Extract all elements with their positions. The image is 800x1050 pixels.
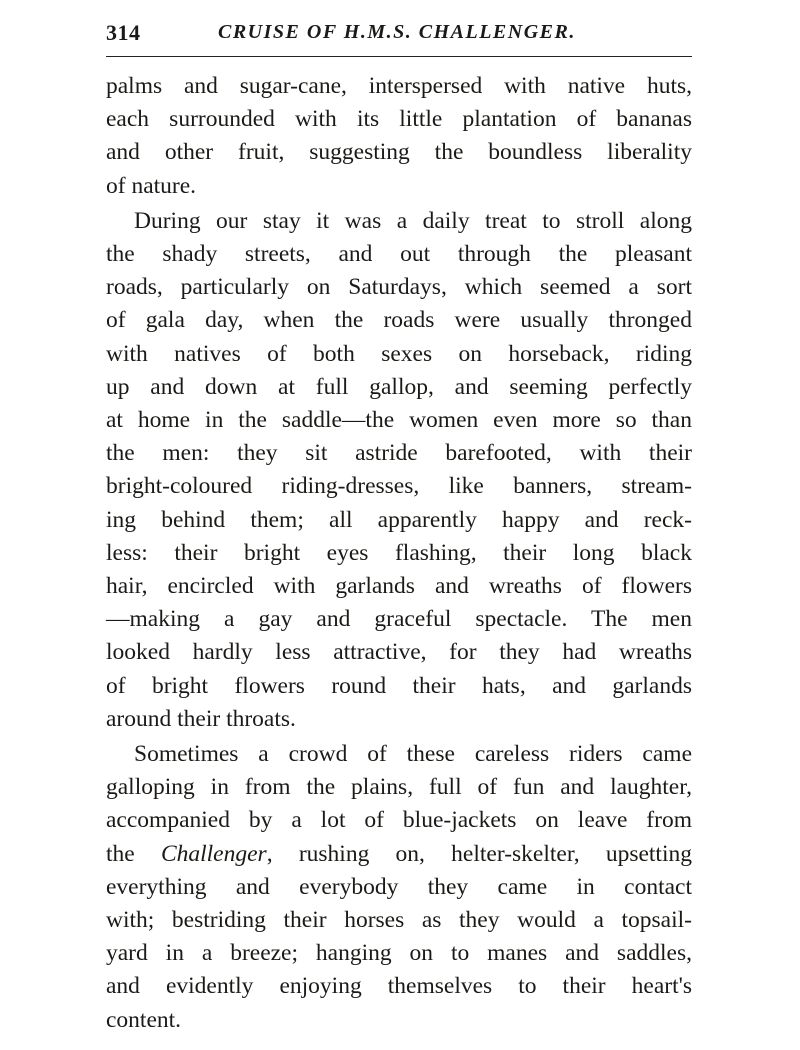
- text-line: around their throats.: [106, 705, 296, 732]
- paragraph-3: [106, 738, 692, 1037]
- text-line: and other fruit, suggesting the boundless liberality: [106, 139, 692, 166]
- text-line: galloping in from the plains, full of fun and laughter,: [106, 774, 692, 801]
- text-line: and evidently enjoying themselves to their heart's: [106, 973, 692, 1000]
- text-line: the men: they sit astride barefooted, with their: [106, 440, 692, 467]
- text-line: accompanied by a lot of blue-jackets on leave from: [106, 807, 692, 834]
- text-line: each surrounded with its little plantation of bananas: [106, 106, 692, 133]
- text-line: of gala day, when the roads were usually thronged: [106, 307, 692, 334]
- header-rule: [106, 56, 692, 57]
- ship-name: Challenger: [160, 840, 267, 867]
- text-line: Sometimes a crowd of these careless riders came: [134, 741, 692, 768]
- text-line: content.: [106, 1006, 182, 1033]
- text-line: ing behind them; all apparently happy and reck-: [106, 506, 692, 533]
- paragraph-2: [106, 205, 692, 736]
- text-fragment: , rushing on, helter-skelter, upsetting: [266, 840, 692, 867]
- text-line: at home in the saddle—the women even more so than: [106, 407, 692, 434]
- text-line: everything and everybody they came in contact: [106, 873, 692, 900]
- text-line: of bright flowers round their hats, and garlands: [106, 672, 692, 699]
- text-line-with-ship-name: [106, 838, 692, 871]
- text-line: with natives of both sexes on horseback, riding: [106, 340, 692, 367]
- text-line: roads, particularly on Saturdays, which seemed a sort: [106, 274, 692, 301]
- body-text: [106, 70, 692, 1037]
- text-line: with; bestriding their horses as they would a topsail-: [106, 907, 692, 934]
- text-line: palms and sugar-cane, interspersed with native huts,: [106, 73, 692, 99]
- page-number: 314: [106, 20, 141, 45]
- text-line: During our stay it was a daily treat to stroll along: [134, 207, 692, 234]
- paragraph-1: [106, 70, 692, 203]
- text-line: hair, encircled with garlands and wreaths of flowers: [106, 573, 692, 600]
- text-line: up and down at full gallop, and seeming perfectly: [106, 373, 692, 400]
- running-title: CRUISE OF H.M.S. CHALLENGER.: [218, 21, 576, 43]
- text-line: less: their bright eyes flashing, their long black: [106, 539, 692, 566]
- page-header: [106, 16, 692, 52]
- text-line: looked hardly less attractive, for they had wreaths: [106, 639, 692, 666]
- text-line: the shady streets, and out through the pleasant: [106, 241, 692, 268]
- text-fragment: the: [106, 840, 161, 867]
- text-line: —making a gay and graceful spectacle. The men: [106, 606, 692, 633]
- text-line: of nature.: [106, 172, 197, 199]
- text-line: yard in a breeze; hanging on to manes and saddles,: [106, 940, 692, 967]
- text-line: bright-coloured riding-dresses, like banners, stream-: [106, 473, 692, 500]
